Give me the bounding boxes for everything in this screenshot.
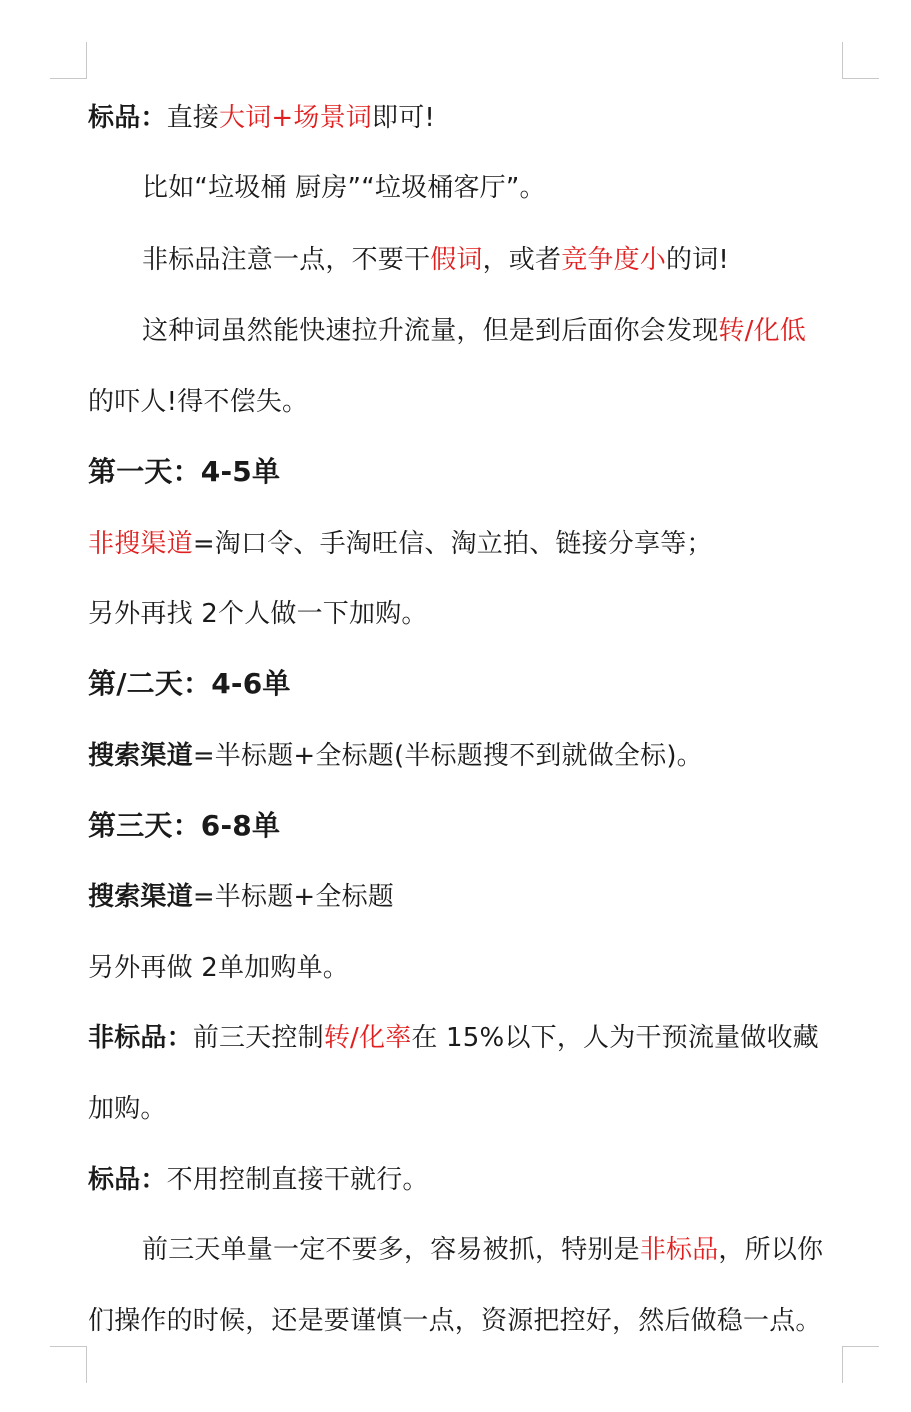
text-segment: 不用控制直接干就行。 bbox=[166, 1165, 429, 1195]
highlight-fake-words: 假词 bbox=[430, 245, 483, 275]
highlight-low-competition: 竞争度小 bbox=[561, 245, 667, 275]
text-segment: 这种词虽然能快速拉升流量，但是到后面你会发现 bbox=[142, 316, 719, 346]
paragraph-non-standard-control bbox=[88, 1020, 848, 1056]
paragraph-warning-cont bbox=[88, 384, 848, 420]
text-segment: 的词! bbox=[666, 245, 730, 275]
paragraph-add-to-cart-day-three bbox=[88, 950, 848, 986]
highlight-non-search-channel: 非搜渠道 bbox=[88, 529, 193, 559]
highlight-big-scene-words: 大词+场景词 bbox=[219, 103, 373, 133]
text-segment: ，所以你 bbox=[718, 1235, 824, 1265]
label-standard-products: 标品： bbox=[88, 103, 167, 133]
paragraph-non-standard-control-cont bbox=[88, 1091, 848, 1127]
text-segment: 非标品注意一点，不要干 bbox=[142, 245, 431, 275]
label-standard-products: 标品： bbox=[88, 1165, 167, 1195]
text-segment: 们操作的时候，还是要谨慎一点，资源把控好，然后做稳一点。 bbox=[88, 1306, 822, 1336]
heading-day-three bbox=[88, 808, 848, 844]
text-segment: 比如“垃圾桶 厨房”“垃圾桶客厅”。 bbox=[142, 173, 546, 203]
crop-mark-top-left bbox=[50, 42, 87, 79]
label-search-channel: 搜索渠道 bbox=[88, 741, 193, 771]
text-segment: 另外再找 2个人做一下加购。 bbox=[88, 599, 428, 629]
label-non-standard-products: 非标品： bbox=[88, 1023, 193, 1053]
text-segment: 前三天单量一定不要多，容易被抓，特别是 bbox=[142, 1235, 640, 1265]
text-segment: =半标题+全标题 bbox=[192, 882, 394, 912]
paragraph-warning bbox=[142, 313, 848, 349]
paragraph-non-standard-note bbox=[142, 242, 848, 278]
text-segment: 即可! bbox=[372, 103, 436, 133]
paragraph-standard-control bbox=[88, 1162, 848, 1198]
highlight-non-standard: 非标品 bbox=[639, 1235, 719, 1265]
paragraph-search-channel-day-two bbox=[88, 738, 848, 774]
paragraph-example bbox=[142, 170, 848, 206]
highlight-low-conversion: 转/化低 bbox=[718, 316, 806, 346]
crop-mark-bottom-right bbox=[842, 1346, 879, 1383]
heading-day-one bbox=[88, 454, 848, 490]
paragraph-non-search-channel bbox=[88, 526, 848, 562]
heading-text: 第一天：4-5单 bbox=[88, 455, 281, 488]
text-segment: 的吓人!得不偿失。 bbox=[88, 387, 309, 417]
paragraph-caution bbox=[142, 1232, 848, 1268]
crop-mark-bottom-left bbox=[50, 1346, 87, 1383]
paragraph-standard-products bbox=[88, 100, 848, 136]
text-segment: 前三天控制 bbox=[192, 1023, 324, 1053]
text-segment: 加购。 bbox=[88, 1094, 167, 1124]
paragraph-search-channel-day-three bbox=[88, 879, 848, 915]
heading-day-two bbox=[88, 666, 848, 702]
heading-text: 第/二天：4-6单 bbox=[88, 667, 291, 700]
text-segment: =淘口令、手淘旺信、淘立拍、链接分享等； bbox=[192, 529, 713, 559]
paragraph-add-to-cart-day-one bbox=[88, 596, 848, 632]
crop-mark-top-right bbox=[842, 42, 879, 79]
text-segment: 在 15%以下，人为干预流量做收藏 bbox=[411, 1023, 819, 1053]
paragraph-caution-cont bbox=[88, 1303, 848, 1339]
heading-text: 第三天：6-8单 bbox=[88, 809, 281, 842]
text-segment: 直接 bbox=[166, 103, 220, 133]
text-segment: =半标题+全标题(半标题搜不到就做全标)。 bbox=[192, 741, 703, 771]
highlight-conversion-rate: 转/化率 bbox=[323, 1023, 412, 1053]
label-search-channel: 搜索渠道 bbox=[88, 882, 193, 912]
text-segment: ，或者 bbox=[482, 245, 562, 275]
text-segment: 另外再做 2单加购单。 bbox=[88, 953, 350, 983]
